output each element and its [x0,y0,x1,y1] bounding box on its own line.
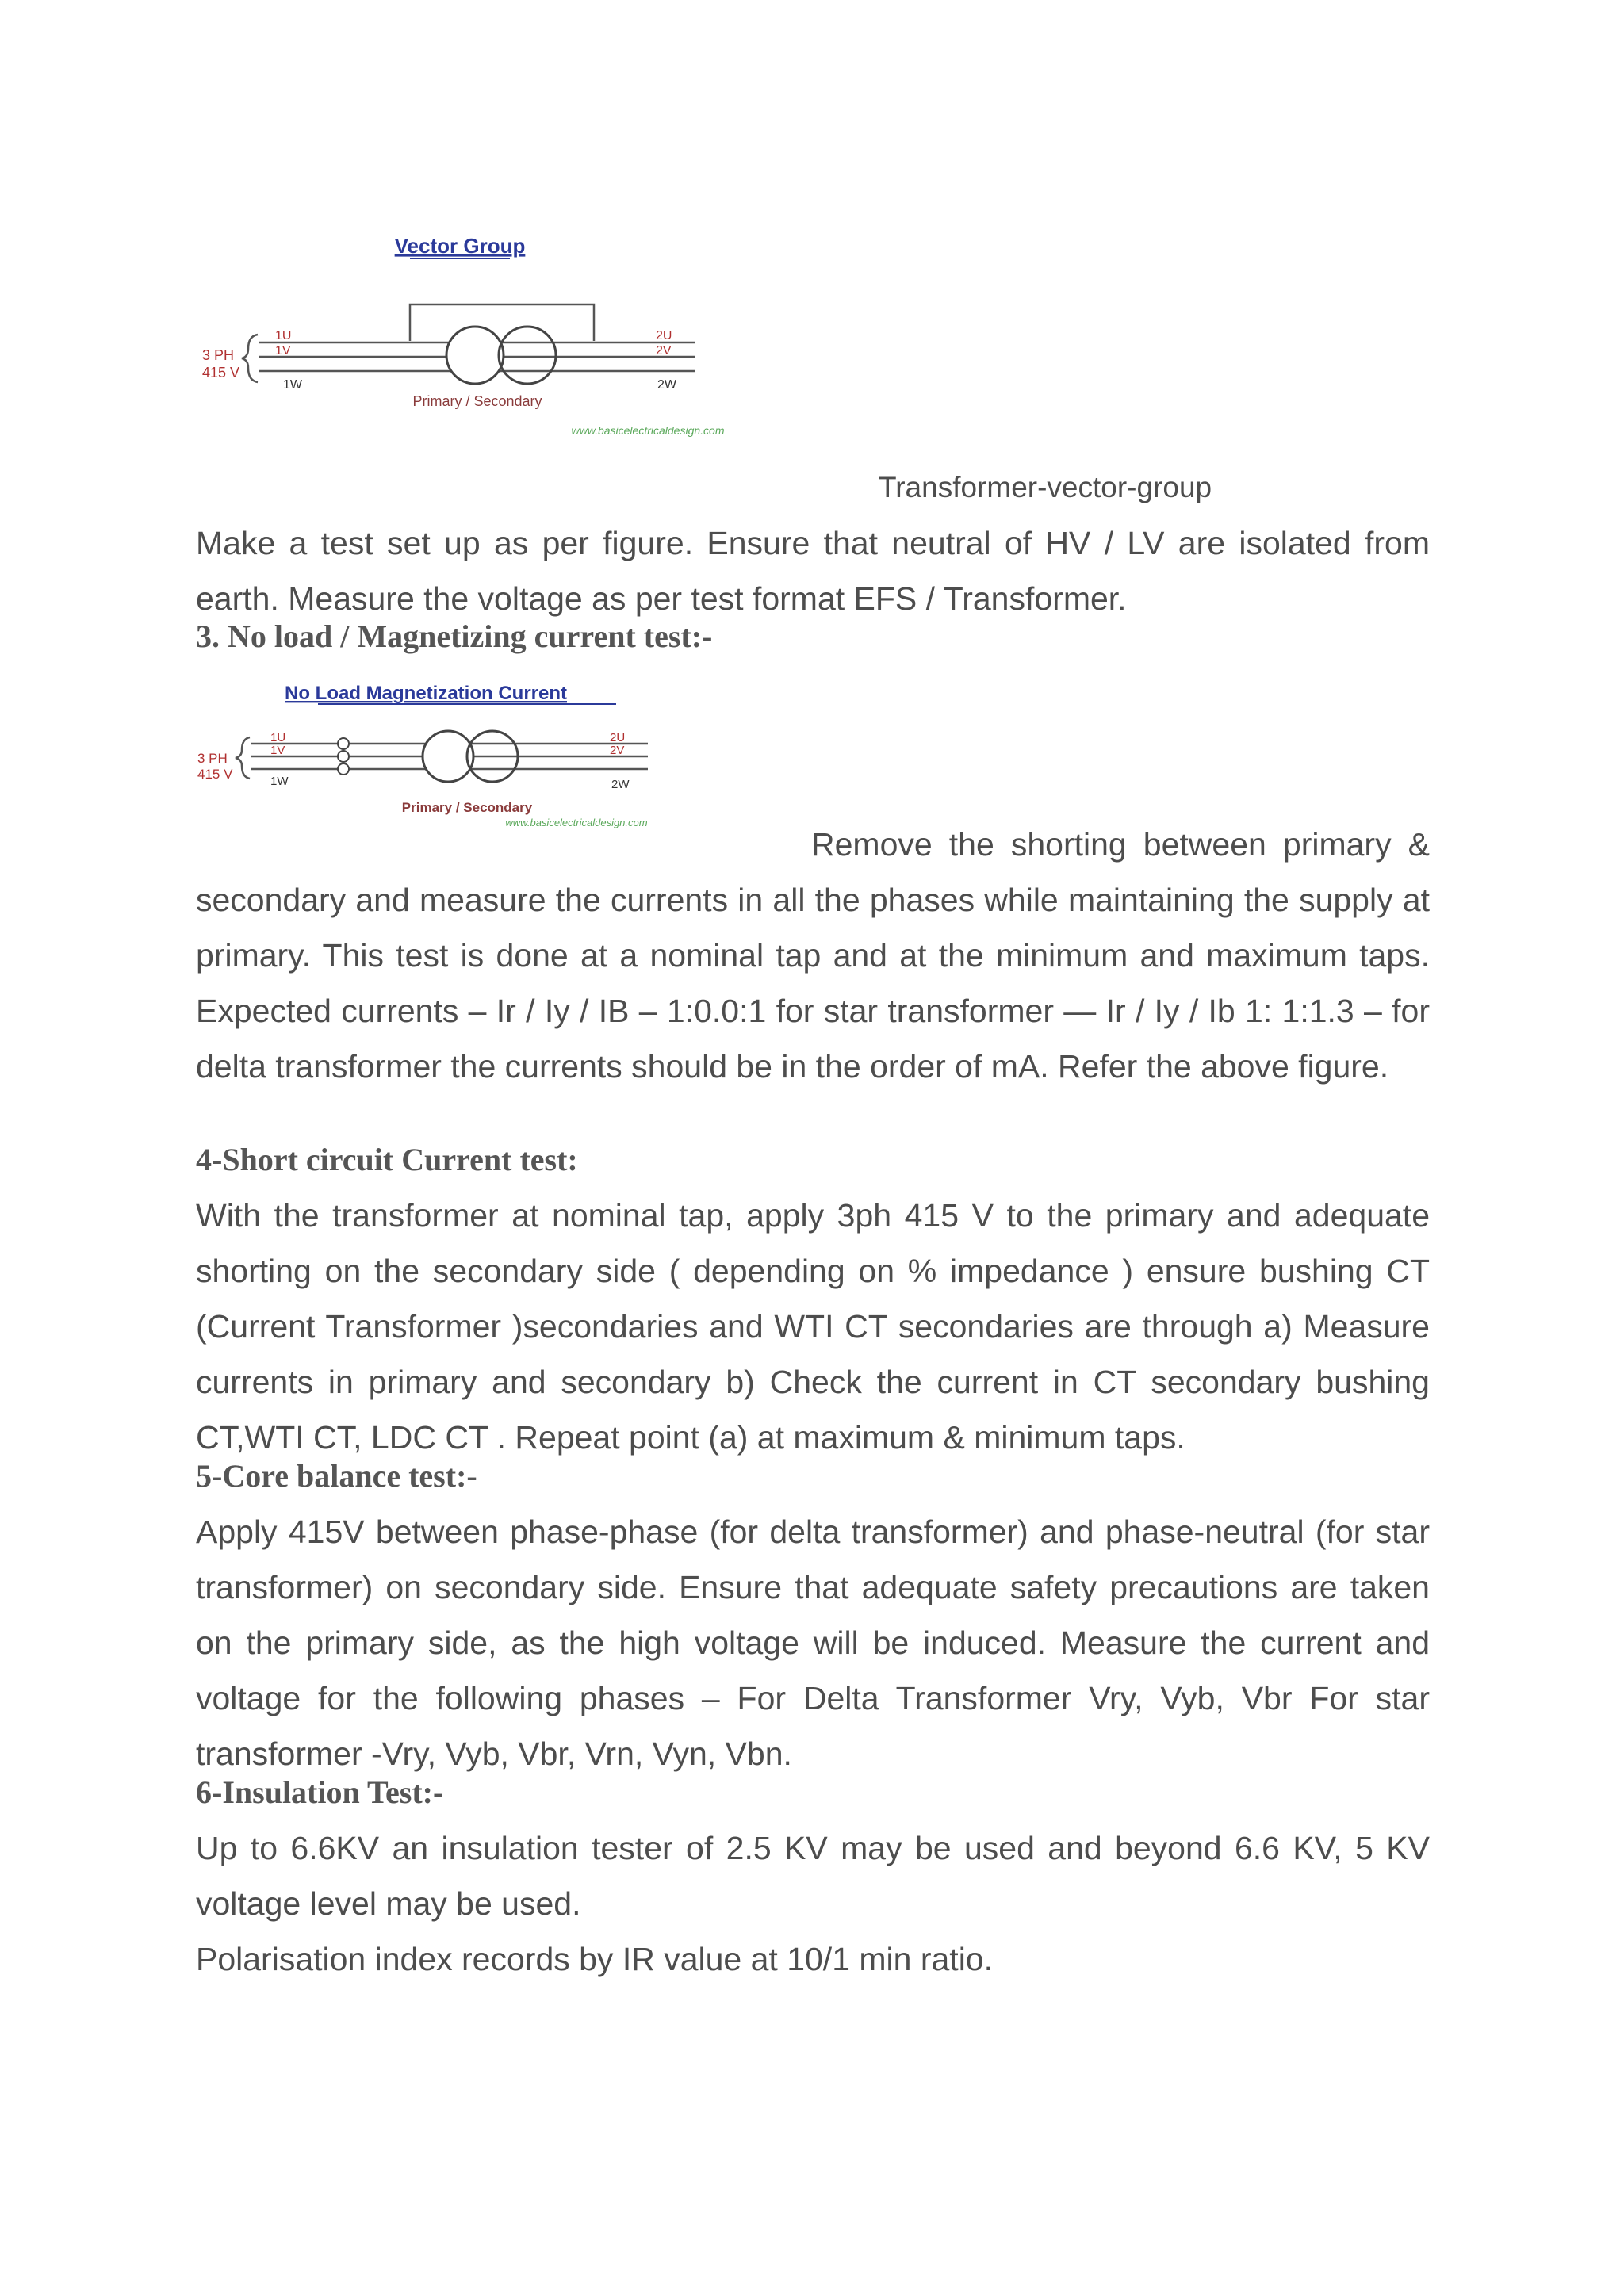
figure2-terminal-1v: 1V [270,744,285,757]
figure2-winding-label: Primary / Secondary [401,800,533,815]
heading-no-load-test: 3. No load / Magnetizing current test:- [196,618,713,654]
figure1-title: Vector Group [394,234,526,258]
ammeter-b-icon [338,763,349,775]
figure2-title: No Load Magnetization Current [285,683,567,704]
figure1-terminal-2u: 2U [656,329,672,342]
figure2-terminal-2v: 2V [610,744,625,757]
paragraph-core-balance: Apply 415V between phase-phase (for delta transformer) and phase-neutral (for star transformer) on secondary side. Ensure that adequate safety precautions are taken on the primary side, as the high voltage will be induced. Measure the current and voltage for the following phases – For Delta Transformer Vry, Vyb, Vbr For star transformer -Vry, Vyb, Vbr, Vrn, Vyn, Vbn. [196,1513,1430,1772]
paragraph-polarisation-index: Polarisation index records by IR value at 10/1 min ratio. [196,1941,994,1977]
figure1-terminal-1u: 1U [275,329,292,342]
ammeter-y-icon [338,751,349,762]
heading-short-circuit-test: 4-Short circuit Current test: [196,1142,578,1177]
figure1-terminal-1w: 1W [283,378,302,392]
figure2-watermark: www.basicelectricaldesign.com [505,817,648,828]
paragraph-no-load: Remove the shorting between primary & secondary and measure the currents in all the phases while maintaining the supply at primary. This test is done at a nominal tap and at the minimum and maximum taps. Expected currents – Ir / Iy / IB – 1:0.0:1 for star transformer — Ir / Iy / Ib 1: 1:1.3 – for delta transformer the currents should be in the order of mA. Refer the above figure. [196,826,1430,1085]
ammeter-r-icon [338,738,349,749]
figure2-supply-phase: 3 PH [197,751,228,766]
figure1-terminal-2v: 2V [656,344,672,358]
figure1-terminal-1v: 1V [275,344,291,358]
figure1-terminal-2w: 2W [657,378,676,392]
figure1-supply-voltage: 415 V [202,365,240,381]
figure1-supply-phase: 3 PH [202,347,235,363]
no-load-magnetization-diagram [196,680,783,839]
figure1-caption: Transformer-vector-group [879,471,1212,503]
figure2-terminal-1u: 1U [270,731,286,744]
figure2-supply-voltage: 415 V [197,767,233,782]
figure2-terminal-1w: 1W [270,775,289,788]
vector-group-diagram [196,230,878,452]
figure1-winding-label: Primary / Secondary [412,393,542,409]
paragraph-short-circuit: With the transformer at nominal tap, apply 3ph 415 V to the primary and adequate shorting on the secondary side ( depending on % impedance ) ensure bushing CT (Current Transformer )secondaries and WTI CT secondaries are through a) Measure currents in primary and secondary b) Check the current in CT secondary bushing CT,WTI CT, LDC CT . Repeat point (a) at maximum & minimum taps. [196,1197,1430,1456]
heading-insulation-test: 6-Insulation Test:- [196,1774,444,1810]
figure1-watermark: www.basicelectricaldesign.com [571,424,725,437]
figure2-terminal-2w: 2W [611,778,630,791]
paragraph-insulation-tester: Up to 6.6KV an insulation tester of 2.5 KV may be used and beyond 6.6 KV, 5 KV voltage level may be used. [196,1830,1430,1922]
paragraph-setup: Make a test set up as per figure. Ensure that neutral of HV / LV are isolated from earth. Measure the voltage as per test format EFS / Transformer. [196,525,1430,617]
heading-core-balance-test: 5-Core balance test:- [196,1458,477,1494]
figure2-terminal-2u: 2U [610,731,626,744]
